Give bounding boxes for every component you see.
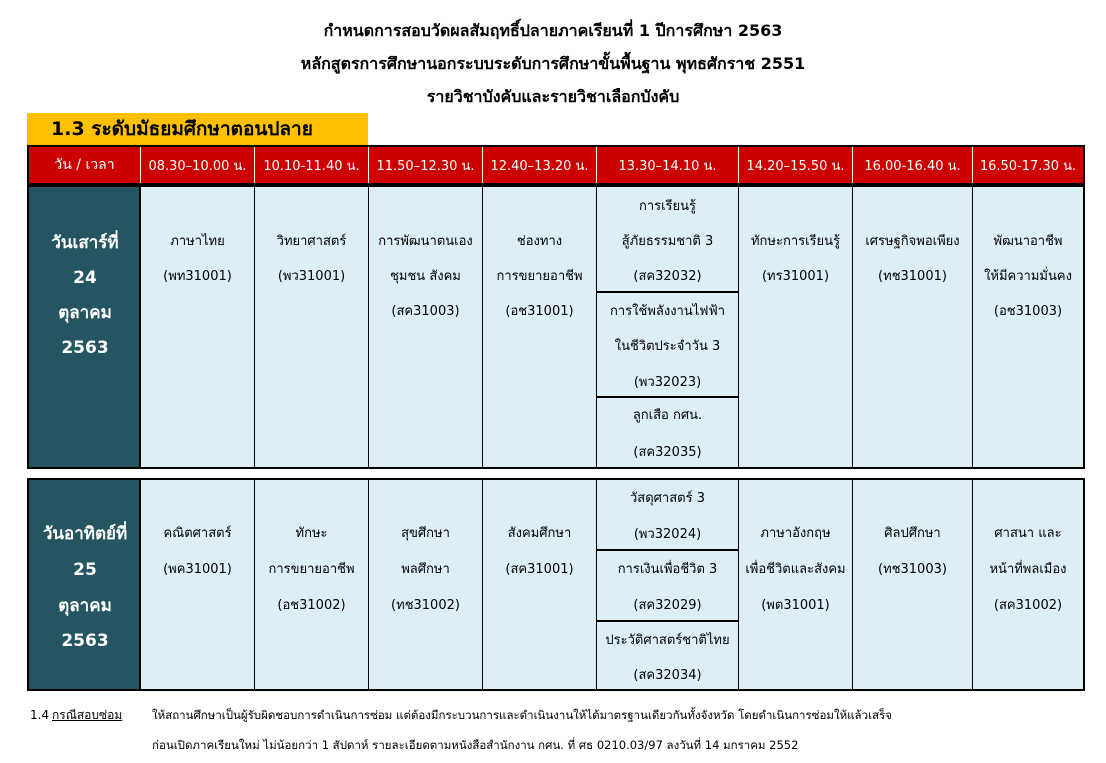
day-row-saturday — [27, 185, 1085, 469]
subject-code: (สค31002) — [993, 598, 1063, 613]
exam-cell — [483, 187, 597, 467]
subject-name: ทักษะการเรียนรู้ — [750, 234, 841, 249]
day-number: 25 — [73, 560, 97, 580]
subject-code: (พว32024) — [633, 527, 702, 542]
subject-name: การเรียนรู้ — [638, 199, 697, 214]
cell-divider — [597, 620, 738, 622]
subject-name: วิทยาศาสตร์ — [276, 234, 347, 249]
exam-cell — [973, 480, 1083, 689]
subject-name: พลศึกษา — [401, 562, 450, 577]
exam-cell — [255, 187, 369, 467]
subject-name: เพื่อชีวิตและสังคม — [745, 562, 846, 577]
day-label-saturday — [29, 187, 141, 467]
header-slot-1: 08.30–10.00 น. — [141, 147, 255, 183]
exam-cell — [141, 480, 255, 689]
subject-code: (สค32029) — [633, 598, 702, 613]
subject-code: (พท31001) — [163, 269, 232, 284]
exam-cell — [739, 480, 853, 689]
day-number: 24 — [73, 268, 97, 288]
subject-name: สู้ภัยธรรมชาติ 3 — [621, 234, 714, 249]
subject-code: (ทช31002) — [391, 598, 460, 613]
footer-line-1: ให้สถานศึกษาเป็นผู้รับผิดชอบการดำเนินการซ่อม แต่ต้องมีกระบวนการและดำเนินงานให้ได้มาตรฐานเดียวกันทั้งจังหวัด โดยดำเนินการซ่อมให้แล้วเสร็จ — [152, 708, 892, 722]
subject-code: (พว31001) — [277, 269, 346, 284]
exam-cell — [853, 480, 973, 689]
day-month: ตุลาคม — [58, 303, 112, 323]
subject-name: ศาสนา และ — [994, 526, 1062, 541]
subject-name: ประวัติศาสตร์ชาติไทย — [605, 633, 730, 648]
subject-name: วัสดุศาสตร์ 3 — [630, 491, 705, 506]
exam-cell — [853, 187, 973, 467]
header-slot-3: 11.50–12.30 น. — [369, 147, 483, 183]
subject-name: คณิตศาสตร์ — [163, 526, 232, 541]
subject-name: การพัฒนาตนเอง — [378, 234, 473, 249]
subject-code: (อช31003) — [993, 304, 1063, 319]
subject-code: (สค31001) — [505, 562, 574, 577]
subject-name: หน้าที่พลเมือง — [989, 562, 1067, 577]
subject-code: (สค32032) — [633, 269, 702, 284]
header-slot-6: 14.20–15.50 น. — [739, 147, 853, 183]
exam-cell-multi — [597, 187, 739, 467]
subject-name: ช่องทาง — [516, 234, 563, 249]
exam-cell — [369, 187, 483, 467]
subject-name: ในชีวิตประจำวัน 3 — [614, 339, 721, 354]
subject-name: การขยายอาชีพ — [268, 562, 355, 577]
cell-divider — [597, 549, 738, 551]
exam-cell — [739, 187, 853, 467]
footer-number: 1.4 — [30, 708, 50, 722]
subject-name: ลูกเสือ กศน. — [632, 408, 703, 423]
subject-name: เศรษฐกิจพอเพียง — [865, 234, 960, 249]
footer-label: กรณีสอบซ่อม — [52, 708, 123, 722]
subject-code: (สค32034) — [633, 668, 702, 683]
day-year: 2563 — [61, 338, 109, 358]
subject-code: (สค32035) — [633, 445, 702, 460]
day-label-sunday — [29, 480, 141, 689]
cell-divider — [597, 291, 738, 293]
header-slot-5: 13.30–14.10 น. — [597, 147, 739, 183]
subject-name: ทักษะ — [295, 526, 328, 541]
subject-code: (อช31002) — [277, 598, 346, 613]
subject-code: (สค31003) — [391, 304, 460, 319]
subject-code: (อช31001) — [505, 304, 574, 319]
subject-name: สุขศึกษา — [401, 526, 450, 541]
subject-code: (พค31001) — [163, 562, 232, 577]
header-slot-7: 16.00-16.40 น. — [853, 147, 973, 183]
header-slot-8: 16.50-17.30 น. — [979, 158, 1077, 174]
subject-code: (ทช31001) — [878, 269, 947, 284]
day-name: วันอาทิตย์ที่ — [42, 524, 128, 544]
subject-code: (พต31001) — [761, 598, 830, 613]
subject-name: สังคมศึกษา — [507, 526, 572, 541]
subject-name: การขยายอาชีพ — [496, 269, 583, 284]
exam-cell — [255, 480, 369, 689]
subject-code: (พว32023) — [633, 375, 702, 390]
subject-name: ให้มีความมั่นคง — [984, 269, 1072, 284]
subject-name: การเงินเพื่อชีวิต 3 — [617, 562, 718, 577]
exam-cell-multi — [597, 480, 739, 689]
title-line-3: รายวิชาบังคับและรายวิชาเลือกบังคับ — [426, 87, 680, 106]
subject-name: ชุมชน สังคม — [390, 269, 461, 284]
exam-cell — [973, 187, 1083, 467]
subject-name: พัฒนาอาชีพ — [993, 234, 1063, 249]
subject-code: (ทช31003) — [878, 562, 947, 577]
subject-name: ภาษาอังกฤษ — [760, 526, 831, 541]
day-row-sunday — [27, 478, 1085, 691]
exam-cell — [369, 480, 483, 689]
section-title: 1.3 ระดับมัธยมศึกษาตอนปลาย — [27, 113, 368, 145]
header-slot-2: 10.10-11.40 น. — [255, 147, 369, 183]
day-year: 2563 — [61, 631, 109, 651]
cell-divider — [597, 396, 738, 398]
exam-cell — [141, 187, 255, 467]
subject-name: การใช้พลังงานไฟฟ้า — [610, 304, 725, 319]
header-day-time: วัน / เวลา — [29, 147, 141, 183]
exam-cell — [483, 480, 597, 689]
title-line-1: กำหนดการสอบวัดผลสัมฤทธิ์ปลายภาคเรียนที่ 1 ปีการศึกษา 2563 — [323, 21, 783, 40]
day-month: ตุลาคม — [58, 596, 112, 616]
subject-name: ศิลปศึกษา — [884, 526, 941, 541]
day-name: วันเสาร์ที่ — [51, 233, 119, 253]
subject-name: ภาษาไทย — [170, 234, 225, 249]
schedule-header — [27, 145, 1085, 185]
title-line-2: หลักสูตรการศึกษานอกระบบระดับการศึกษาขั้นพื้นฐาน พุทธศักราช 2551 — [300, 54, 806, 73]
subject-code: (ทร31001) — [761, 269, 830, 284]
footer-line-2: ก่อนเปิดภาคเรียนใหม่ ไม่น้อยกว่า 1 สัปดาห์ รายละเอียดตามหนังสือสำนักงาน กศน. ที่ ศธ 0210.03/97 ลงวันที่ 14 มกราคม 2552 — [152, 738, 799, 752]
header-slot-4: 12.40–13.20 น. — [483, 147, 597, 183]
